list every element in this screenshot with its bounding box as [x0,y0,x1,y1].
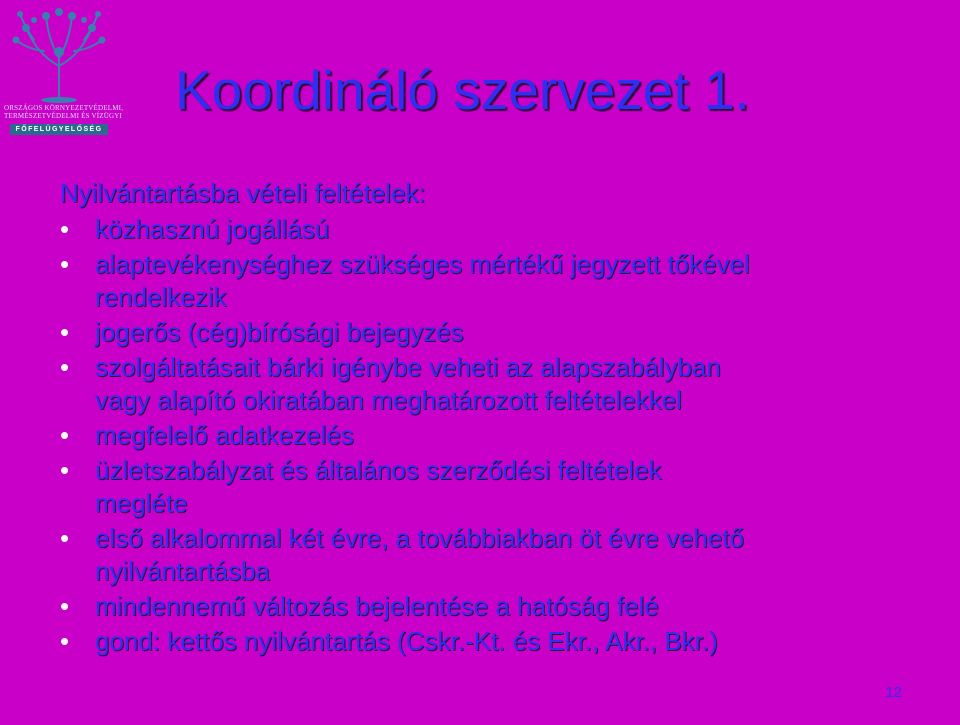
list-item [0,419,960,452]
list-item-text: üzletszabályzat és általános szerződési feltételek [95,455,662,485]
agency-logo [4,6,124,136]
slide-title: Koordináló szervezet 1. [175,59,750,121]
bullet-icon: • [60,317,70,347]
bullet-icon: • [60,591,70,621]
tree-figure-icon [4,6,114,104]
list-item [0,454,960,520]
section-heading: Nyilvántartásba vételi feltételek: [60,178,426,208]
list-item [0,316,960,349]
list-item [0,351,960,417]
list-item-text: jogerős (cég)bírósági bejegyzés [95,317,464,347]
conditions-list [0,213,960,660]
page-number: 12 [885,684,902,701]
list-item-text: nyilvántartásba [95,556,270,586]
list-item-text: gond: kettős nyilvántartás (Cskr.-Kt. és Ekr., Akr., Bkr.) [95,626,718,656]
list-item [0,625,960,658]
list-item-text: megfelelő adatkezelés [95,420,354,450]
list-item-text: alaptevékenységhez szükséges mértékű jegyzett tőkével [95,249,750,279]
list-item [0,522,960,588]
list-item [0,590,960,623]
logo-text-line-2: TERMÉSZETVÉDELMI ÉS VÍZÜGYI [4,112,123,120]
logo-text-bar: FŐFELÜGYELŐSÉG [10,124,108,135]
list-item-text: közhasznú jogállású [95,214,330,244]
bullet-icon: • [60,214,70,244]
bullet-icon: • [60,420,70,450]
list-item-text: vagy alapító okiratában meghatározott feltételekkel [95,385,682,415]
bullet-icon: • [60,249,70,279]
list-item [0,213,960,246]
bullet-icon: • [60,455,70,485]
bullet-icon: • [60,626,70,656]
bullet-icon: • [60,523,70,553]
list-item-text: mindennemű változás bejelentése a hatóság felé [95,591,659,621]
list-item-text: első alkalommal két évre, a továbbiakban öt évre vehető [95,523,744,553]
list-item-text: megléte [95,488,188,518]
list-item-text: rendelkezik [95,282,227,312]
list-item [0,248,960,314]
bullet-icon: • [60,352,70,382]
list-item-text: szolgáltatásait bárki igénybe veheti az alapszabályban [95,352,721,382]
logo-text-line-1: ORSZÁGOS KÖRNYEZETVÉDELMI, [4,104,124,112]
